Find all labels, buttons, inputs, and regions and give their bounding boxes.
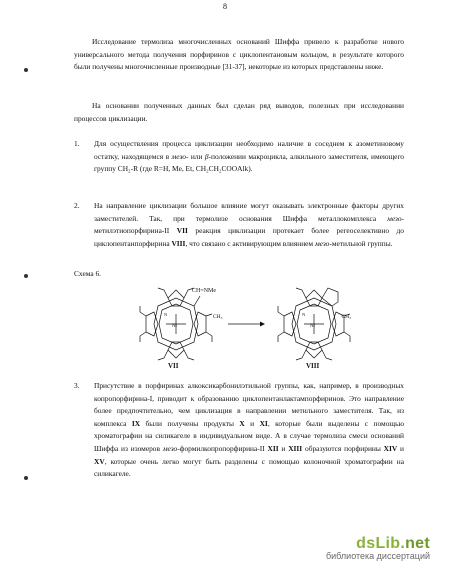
text-run: , которые были выделены с помощью хроматографии на силикагеле в индивидуальном виде. А в случае термолиза смеси оснований Шиффа из изомеров [94, 418, 404, 453]
compound-number: XIII [288, 443, 303, 453]
italic-term: мезо [387, 213, 402, 223]
list-item-number: 3. [74, 381, 80, 390]
reaction-arrow-head [260, 322, 265, 327]
watermark-brand-left: dsLib. [356, 535, 406, 552]
list-item-text [94, 200, 404, 250]
compound-label-right: VIII [306, 362, 320, 370]
conclusions-paragraph: На основании полученных данных был сделан ряд выводов, полезных при исследовании процессов циклизации. [74, 101, 404, 123]
binding-hole-mark [24, 68, 28, 72]
compound-number: X [239, 418, 245, 428]
watermark-subtitle: библиотека диссертаций [325, 551, 430, 561]
italic-term: мезо [314, 238, 330, 248]
italic-term: мезо [162, 443, 178, 453]
methyl-label-left: CH₃ [213, 314, 223, 320]
metal-label-left: Ni [172, 324, 177, 329]
compound-number: IX [131, 418, 141, 428]
list-item [74, 380, 404, 481]
text-run: и [397, 443, 405, 453]
list-item-number: 1. [74, 139, 80, 148]
n-label-left: N [164, 312, 168, 317]
list-item-number: 2. [74, 201, 80, 210]
intro-paragraph: Исследование термолиза многочисленных оснований Шиффа привело к разработке нового универсального метода получения порфиринов с циклопентановым кольцом, в результате которого были получены многочисленные производные [31-37], некоторые из которых представлены ниже. [74, 37, 404, 72]
text-run: образуются порфирины [302, 443, 384, 453]
text-run: -формилкопропорфирина-II [177, 443, 268, 453]
text-run: и [278, 443, 289, 453]
text-run: -положении макроцикла, алкильного заместителя, имеющего группу CH₂-R (где R=H, Me, Et, CH₂CH₂COOAlk). [94, 151, 404, 174]
meso-substituent-label: CH=NMe [192, 288, 217, 294]
compound-number: XIV [383, 443, 398, 453]
list-item-text [94, 138, 404, 176]
text-run: -метильной группы. [329, 238, 393, 248]
compound-number: XI [259, 418, 268, 428]
scheme-label: Схема 6. [74, 269, 102, 278]
binding-hole-mark [24, 274, 28, 278]
methyl-label-right: CH₃ [341, 314, 351, 320]
compound-label-left: VII [168, 362, 179, 370]
compound-number: XII [267, 443, 279, 453]
list-item [74, 200, 404, 250]
text-run: - или [185, 151, 205, 161]
list-item-text [94, 380, 404, 481]
watermark-logo [326, 535, 430, 561]
text-run: реакция циклизации протекает более регеоселективно до циклопентанпорфирина [94, 226, 405, 248]
compound-number: VIII [171, 238, 186, 248]
compound-number: VII [176, 226, 188, 236]
text-run: На направление циклизации большое влияние могут оказывать электронные факторы других заместителей. Так, при термолизе основания Шиффа металлокомплекса [94, 201, 404, 223]
metal-label-right: Ni [310, 324, 315, 329]
text-run: , которые очень легко могут быть разделены с помощью колоночной хроматографии на силикагеле. [94, 456, 404, 479]
text-run: Для осуществления процесса циклизации необходимо наличие в соседнем к азометиновому остатку, находящемся в [94, 139, 404, 161]
binding-hole-mark [24, 476, 28, 480]
text-run: Присутствие в порфиринах алкоксикарбонилэтильной группы, как, например, в производных копропорфирина-I, приводит к образованию циклопентанлактампорфиринов. Это направление более предпочтительно, чем циклизация в направлении метильного заместителя. Так, из комплекса [94, 381, 404, 428]
text-run: и [244, 418, 260, 428]
n-label-right: N [302, 312, 306, 317]
italic-term: β [204, 151, 209, 161]
text-run: были получены продукты [140, 418, 240, 428]
italic-term: мезо [171, 151, 186, 161]
list-item [74, 138, 404, 176]
watermark-brand-right: net [405, 535, 430, 552]
page-number: 8 [223, 2, 227, 11]
text-run: , что связано с активирующим влиянием [185, 238, 315, 248]
text-run: -метилэтиопорфирина-II [94, 213, 404, 236]
compound-number: XV [94, 456, 105, 466]
reaction-scheme-figure [128, 280, 358, 370]
